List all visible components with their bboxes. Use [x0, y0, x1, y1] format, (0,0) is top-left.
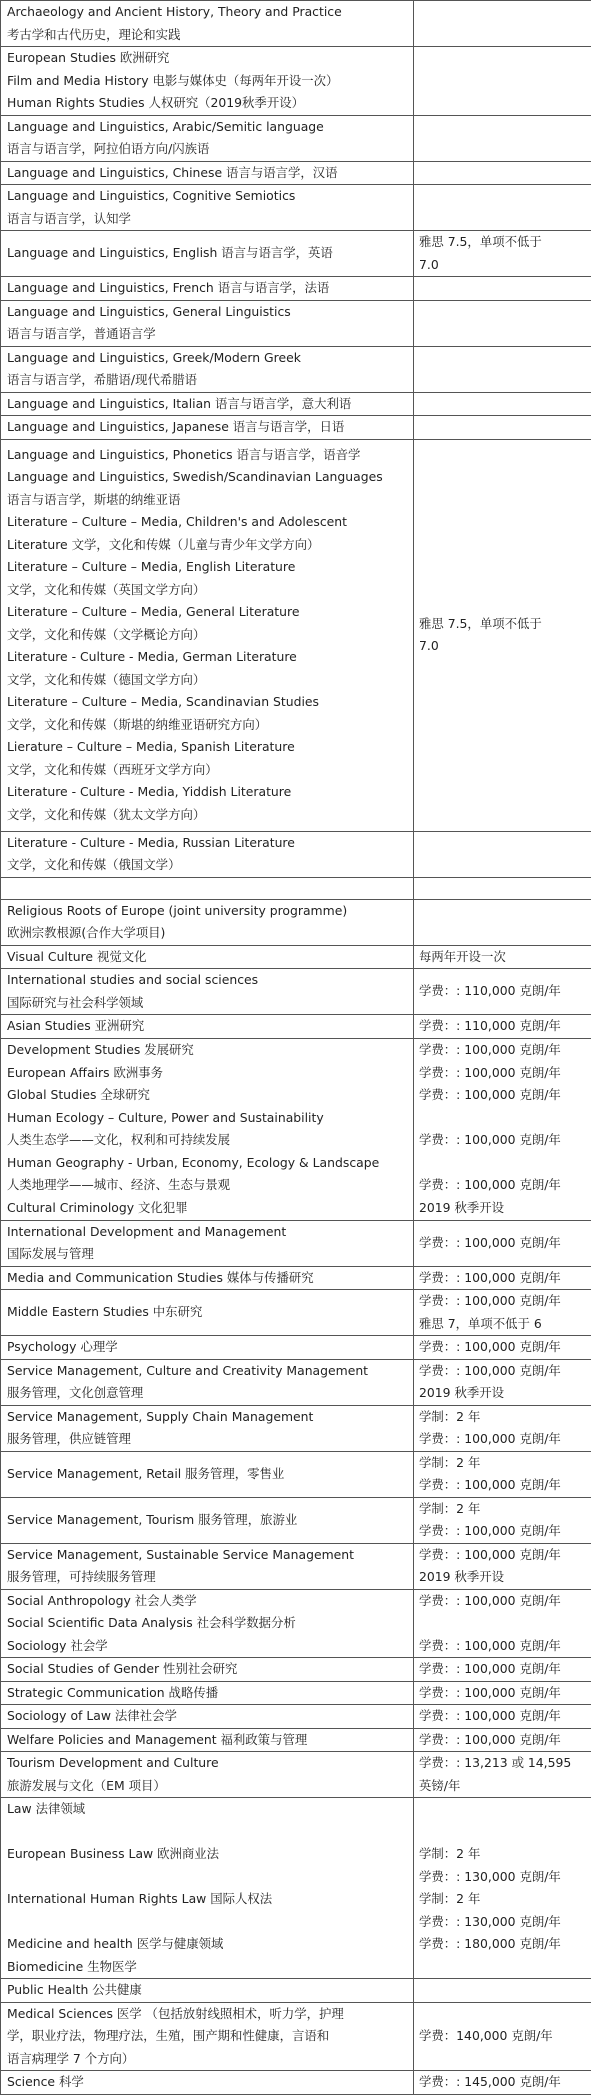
requirement-cell	[414, 439, 591, 831]
programme-cell	[1, 1658, 414, 1682]
programme-line: Medicine and health 医学与健康领域	[7, 1933, 407, 1956]
programme-line: Archaeology and Ancient History, Theory and Practice	[7, 1, 407, 24]
requirement-line: 学费：: 100,000 克朗/年	[419, 1267, 586, 1290]
requirement-cell	[414, 1497, 591, 1543]
requirement-cell	[414, 1015, 591, 1039]
table-row	[1, 1015, 591, 1039]
table-row	[1, 1290, 591, 1336]
programme-line: Literature 文学，文化和传媒（儿童与青少年文学方向）	[7, 534, 407, 557]
programme-line: 旅游发展与文化（EM 项目）	[7, 1775, 407, 1798]
programme-cell	[1, 1589, 414, 1658]
table-row	[1, 2002, 591, 2071]
requirement-line: 学费：: 100,000 克朗/年	[419, 1729, 586, 1752]
programme-line: Global Studies 全球研究	[7, 1084, 407, 1107]
programme-line: Social Anthropology 社会人类学	[7, 1590, 407, 1613]
table-row	[1, 969, 591, 1015]
table-row	[1, 1543, 591, 1589]
requirement-line: 学费：: 100,000 克朗/年	[419, 1682, 586, 1705]
programme-line: Language and Linguistics, General Linguistics	[7, 301, 407, 324]
programme-line: 服务管理，可持续服务管理	[7, 1566, 407, 1589]
requirement-line: 7.0	[419, 635, 586, 658]
requirement-line	[419, 1152, 586, 1175]
programme-cell	[1, 1497, 414, 1543]
programme-line: International Development and Management	[7, 1221, 407, 1244]
requirement-line: 学费：: 100,000 克朗/年	[419, 1232, 586, 1255]
requirement-cell	[414, 1752, 591, 1798]
programme-line: 文学，文化和传媒（文学概论方向）	[7, 624, 407, 647]
requirement-cell	[414, 1705, 591, 1729]
programme-line: Religious Roots of Europe (joint university programme)	[7, 900, 407, 923]
programme-line: 语言与语言学，斯堪的纳维亚语	[7, 489, 407, 512]
programme-line: Public Health 公共健康	[7, 1979, 407, 2002]
requirement-line: 每两年开设一次	[419, 946, 586, 969]
programme-line: 学，职业疗法，物理疗法，生殖，围产期和性健康，言语和	[7, 2025, 407, 2048]
programme-line: 国际发展与管理	[7, 1243, 407, 1266]
programme-line: Lierature – Culture – Media, Spanish Literature	[7, 736, 407, 759]
requirement-cell	[414, 416, 591, 440]
programme-line: Language and Linguistics, Japanese 语言与语言学，日语	[7, 416, 407, 439]
requirement-line: 学费：: 130,000 克朗/年	[419, 1911, 586, 1934]
requirement-cell	[414, 1681, 591, 1705]
programme-line: Film and Media History 电影与媒体史（每两年开设一次）	[7, 70, 407, 93]
programme-line: Literature – Culture – Media, Scandinavian Studies	[7, 691, 407, 714]
table-row	[1, 47, 591, 116]
programme-line: 文学，文化和传媒（德国文学方向）	[7, 669, 407, 692]
table-row	[1, 1589, 591, 1658]
programme-line: Literature – Culture – Media, General Literature	[7, 601, 407, 624]
requirement-line: 学费：: 100,000 克朗/年	[419, 1635, 586, 1658]
table-row	[1, 1, 591, 47]
programme-line: Language and Linguistics, Swedish/Scandinavian Languages	[7, 466, 407, 489]
programme-cell	[1, 831, 414, 877]
requirement-cell	[414, 1798, 591, 1979]
requirement-line: 雅思 7.5，单项不低于	[419, 231, 586, 254]
programme-line: 文学，文化和传媒（西班牙文学方向）	[7, 759, 407, 782]
programme-line: Service Management, Culture and Creativity Management	[7, 1360, 407, 1383]
requirement-cell	[414, 877, 591, 899]
programme-line: 国际研究与社会科学领域	[7, 992, 407, 1015]
programme-line: Service Management, Supply Chain Management	[7, 1406, 407, 1429]
programme-line	[7, 1911, 407, 1934]
requirement-cell	[414, 1979, 591, 2003]
programme-line: Sociology 社会学	[7, 1635, 407, 1658]
programme-cell	[1, 1266, 414, 1290]
programme-cell	[1, 185, 414, 231]
requirement-line: 学费：: 100,000 克朗/年	[419, 1428, 586, 1451]
requirement-line: 2019 秋季开设	[419, 1382, 586, 1405]
programme-line: Human Geography - Urban, Economy, Ecology & Landscape	[7, 1152, 407, 1175]
programme-cell	[1, 1451, 414, 1497]
programme-cell	[1, 277, 414, 301]
programme-cell	[1, 392, 414, 416]
programme-line: Middle Eastern Studies 中东研究	[7, 1301, 407, 1324]
programme-cell	[1, 416, 414, 440]
programme-line: International studies and social sciences	[7, 969, 407, 992]
programme-cell	[1, 1543, 414, 1589]
requirement-cell	[414, 2002, 591, 2071]
requirement-cell	[414, 1038, 591, 1220]
programme-line: Literature - Culture - Media, Russian Literature	[7, 832, 407, 855]
programme-cell	[1, 115, 414, 161]
programme-line: 语言病理学 7 个方向）	[7, 2048, 407, 2071]
programme-line: 文学，文化和传媒（俄国文学）	[7, 854, 407, 877]
table-row	[1, 1220, 591, 1266]
requirement-cell	[414, 185, 591, 231]
requirement-line	[419, 1612, 586, 1635]
requirement-cell	[414, 115, 591, 161]
programme-cell	[1, 969, 414, 1015]
programme-cell	[1, 1728, 414, 1752]
table-row	[1, 899, 591, 945]
requirement-line: 学费：: 100,000 克朗/年	[419, 1129, 586, 1152]
requirement-cell	[414, 1405, 591, 1451]
table-row	[1, 231, 591, 277]
table-row	[1, 346, 591, 392]
programme-cell	[1, 1979, 414, 2003]
programme-cell	[1, 47, 414, 116]
programme-cell	[1, 1359, 414, 1405]
programme-line: 欧洲宗教根源(合作大学项目)	[7, 922, 407, 945]
requirement-cell	[414, 1, 591, 47]
requirement-cell	[414, 346, 591, 392]
programme-line: Language and Linguistics, English 语言与语言学，英语	[7, 242, 407, 265]
requirement-line: 学制：2 年	[419, 1888, 586, 1911]
programme-line: Literature - Culture - Media, German Literature	[7, 646, 407, 669]
programme-cell	[1, 1038, 414, 1220]
table-row	[1, 831, 591, 877]
programme-line: Literature - Culture - Media, Yiddish Literature	[7, 781, 407, 804]
requirement-line: 学费：: 100,000 克朗/年	[419, 1658, 586, 1681]
table-row	[1, 1681, 591, 1705]
requirement-cell	[414, 2071, 591, 2095]
programme-line: Service Management, Retail 服务管理，零售业	[7, 1463, 407, 1486]
table-row	[1, 1266, 591, 1290]
table-row	[1, 1658, 591, 1682]
programme-line: Science 科学	[7, 2071, 407, 2094]
programme-line: 文学，文化和传媒（犹太文学方向）	[7, 804, 407, 827]
programme-line: 语言与语言学，阿拉伯语方向/闪族语	[7, 138, 407, 161]
programme-line: European Business Law 欧洲商业法	[7, 1843, 407, 1866]
programme-line: Medical Sciences 医学 （包括放射线照相术，听力学，护理	[7, 2003, 407, 2026]
programme-line: 服务管理，供应链管理	[7, 1428, 407, 1451]
programme-cell	[1, 1336, 414, 1360]
programme-line: Cultural Criminology 文化犯罪	[7, 1197, 407, 1220]
requirement-cell	[414, 831, 591, 877]
requirement-line: 学费：: 100,000 克朗/年	[419, 1336, 586, 1359]
programme-line: Development Studies 发展研究	[7, 1039, 407, 1062]
table-row	[1, 439, 591, 831]
programme-table-body	[1, 1, 591, 2095]
programme-line: Language and Linguistics, Italian 语言与语言学，意大利语	[7, 393, 407, 416]
requirement-cell	[414, 1266, 591, 1290]
programme-line: Human Ecology – Culture, Power and Sustainability	[7, 1107, 407, 1130]
table-row	[1, 161, 591, 185]
programme-line: Language and Linguistics, Chinese 语言与语言学，汉语	[7, 162, 407, 185]
programme-line: 人类地理学——城市、经济、生态与景观	[7, 1174, 407, 1197]
requirement-cell	[414, 1543, 591, 1589]
programme-line	[7, 1821, 407, 1844]
requirement-line: 学费：: 100,000 克朗/年	[419, 1474, 586, 1497]
requirement-cell	[414, 1290, 591, 1336]
requirement-line: 学费：: 100,000 克朗/年	[419, 1360, 586, 1383]
requirement-line: 2019 秋季开设	[419, 1197, 586, 1220]
requirement-cell	[414, 392, 591, 416]
requirement-cell	[414, 899, 591, 945]
requirement-line: 学费：: 100,000 克朗/年	[419, 1705, 586, 1728]
programme-line: 语言与语言学，希腊语/现代希腊语	[7, 369, 407, 392]
programme-cell	[1, 161, 414, 185]
programme-line: Service Management, Tourism 服务管理，旅游业	[7, 1509, 407, 1532]
programme-cell	[1, 439, 414, 831]
programme-cell	[1, 1752, 414, 1798]
requirement-cell	[414, 1220, 591, 1266]
table-row	[1, 416, 591, 440]
requirement-line: 学费：140,000 克朗/年	[419, 2025, 586, 2048]
programme-line: Literature – Culture – Media, Children's and Adolescent	[7, 511, 407, 534]
table-row	[1, 1752, 591, 1798]
table-row	[1, 1451, 591, 1497]
requirement-line: 学费：: 180,000 克朗/年	[419, 1933, 586, 1956]
programme-line: Biomedicine 生物医学	[7, 1956, 407, 1979]
requirement-line: 学费：: 110,000 克朗/年	[419, 980, 586, 1003]
programme-line: Psychology 心理学	[7, 1336, 407, 1359]
requirement-cell	[414, 1658, 591, 1682]
programme-line: European Studies 欧洲研究	[7, 47, 407, 70]
requirement-cell	[414, 945, 591, 969]
programme-line: Strategic Communication 战略传播	[7, 1682, 407, 1705]
requirement-line: 学费：: 100,000 克朗/年	[419, 1520, 586, 1543]
requirement-line: 学费：: 110,000 克朗/年	[419, 1015, 586, 1038]
programme-cell	[1, 1681, 414, 1705]
requirement-line: 学费：: 100,000 克朗/年	[419, 1084, 586, 1107]
programme-cell	[1, 300, 414, 346]
programme-cell	[1, 346, 414, 392]
requirement-line: 学费：: 145,000 克朗/年	[419, 2071, 586, 2094]
requirement-cell	[414, 277, 591, 301]
programme-line: 人类生态学——文化，权利和可持续发展	[7, 1129, 407, 1152]
table-row	[1, 1798, 591, 1979]
table-row	[1, 1405, 591, 1451]
table-row	[1, 1038, 591, 1220]
programme-cell	[1, 1798, 414, 1979]
requirement-line	[419, 1821, 586, 1844]
requirement-line: 学费：: 100,000 克朗/年	[419, 1039, 586, 1062]
programme-cell	[1, 1705, 414, 1729]
requirement-line: 学费：: 130,000 克朗/年	[419, 1866, 586, 1889]
table-row	[1, 1705, 591, 1729]
programme-line: 语言与语言学，普通语言学	[7, 323, 407, 346]
table-row	[1, 1359, 591, 1405]
programme-line: Language and Linguistics, Cognitive Semiotics	[7, 185, 407, 208]
requirement-cell	[414, 1728, 591, 1752]
requirement-line: 学费：: 100,000 克朗/年	[419, 1290, 586, 1313]
table-row	[1, 392, 591, 416]
requirement-cell	[414, 1589, 591, 1658]
requirement-line: 学费：: 100,000 克朗/年	[419, 1590, 586, 1613]
requirement-cell	[414, 300, 591, 346]
table-row	[1, 2071, 591, 2095]
programme-line: 服务管理，文化创意管理	[7, 1382, 407, 1405]
requirement-line: 学费：: 100,000 克朗/年	[419, 1174, 586, 1197]
requirement-line	[419, 1107, 586, 1130]
programme-cell	[1, 1405, 414, 1451]
programme-line: Social Studies of Gender 性别社会研究	[7, 1658, 407, 1681]
table-row	[1, 185, 591, 231]
programme-line: Language and Linguistics, Arabic/Semitic language	[7, 116, 407, 139]
programme-line: Language and Linguistics, Greek/Modern Greek	[7, 347, 407, 370]
programme-cell	[1, 1220, 414, 1266]
programme-cell	[1, 877, 414, 899]
programme-line: Literature – Culture – Media, English Literature	[7, 556, 407, 579]
programme-line: European Affairs 欧洲事务	[7, 1062, 407, 1085]
programme-line: International Human Rights Law 国际人权法	[7, 1888, 407, 1911]
requirement-cell	[414, 47, 591, 116]
table-row	[1, 1497, 591, 1543]
programme-line	[7, 1866, 407, 1889]
requirement-line: 学费：: 100,000 克朗/年	[419, 1062, 586, 1085]
requirement-line: 雅思 7，单项不低于 6	[419, 1313, 586, 1336]
table-row	[1, 1336, 591, 1360]
requirement-cell	[414, 1336, 591, 1360]
programme-line: Language and Linguistics, Phonetics 语言与语言学，语音学	[7, 444, 407, 467]
requirement-line: 7.0	[419, 254, 586, 277]
programme-line: Service Management, Sustainable Service Management	[7, 1544, 407, 1567]
programme-line: 文学，文化和传媒（斯堪的纳维亚语研究方向）	[7, 714, 407, 737]
table-row	[1, 300, 591, 346]
programme-line: Visual Culture 视觉文化	[7, 946, 407, 969]
requirement-line: 学制：2 年	[419, 1452, 586, 1475]
programme-line: Welfare Policies and Management 福利政策与管理	[7, 1729, 407, 1752]
programme-line: 语言与语言学，认知学	[7, 208, 407, 231]
requirement-cell	[414, 231, 591, 277]
requirement-line	[419, 1798, 586, 1821]
programme-line: Media and Communication Studies 媒体与传播研究	[7, 1267, 407, 1290]
programme-line: Tourism Development and Culture	[7, 1752, 407, 1775]
requirement-line	[419, 1956, 586, 1979]
requirement-cell	[414, 1451, 591, 1497]
programme-line: Language and Linguistics, French 语言与语言学，法语	[7, 277, 407, 300]
table-row	[1, 1979, 591, 2003]
table-row	[1, 1728, 591, 1752]
table-row	[1, 115, 591, 161]
programme-line: Law 法律领域	[7, 1798, 407, 1821]
programme-line: Human Rights Studies 人权研究（2019秋季开设）	[7, 92, 407, 115]
programme-line: Sociology of Law 法律社会学	[7, 1705, 407, 1728]
table-row	[1, 945, 591, 969]
table-row	[1, 277, 591, 301]
requirement-line: 2019 秋季开设	[419, 1566, 586, 1589]
programme-cell	[1, 1015, 414, 1039]
requirement-cell	[414, 161, 591, 185]
programme-cell	[1, 1, 414, 47]
table-row	[1, 877, 591, 899]
programme-cell	[1, 2002, 414, 2071]
programme-cell	[1, 231, 414, 277]
requirement-cell	[414, 1359, 591, 1405]
programme-line: Asian Studies 亚洲研究	[7, 1015, 407, 1038]
programme-cell	[1, 1290, 414, 1336]
requirement-line: 学费：: 13,213 或 14,595	[419, 1752, 586, 1775]
programme-cell	[1, 2071, 414, 2095]
requirement-line: 学制：2 年	[419, 1498, 586, 1521]
programme-line: 文学，文化和传媒（英国文学方向）	[7, 579, 407, 602]
programme-line: 考古学和古代历史，理论和实践	[7, 24, 407, 47]
requirement-line: 英镑/年	[419, 1775, 586, 1798]
requirement-line: 学费：: 100,000 克朗/年	[419, 1544, 586, 1567]
requirement-line: 学制：2 年	[419, 1406, 586, 1429]
programme-line: Social Scientific Data Analysis 社会科学数据分析	[7, 1612, 407, 1635]
requirement-line: 雅思 7.5，单项不低于	[419, 613, 586, 636]
programme-cell	[1, 899, 414, 945]
programme-cell	[1, 945, 414, 969]
requirement-cell	[414, 969, 591, 1015]
requirement-line: 学制：2 年	[419, 1843, 586, 1866]
